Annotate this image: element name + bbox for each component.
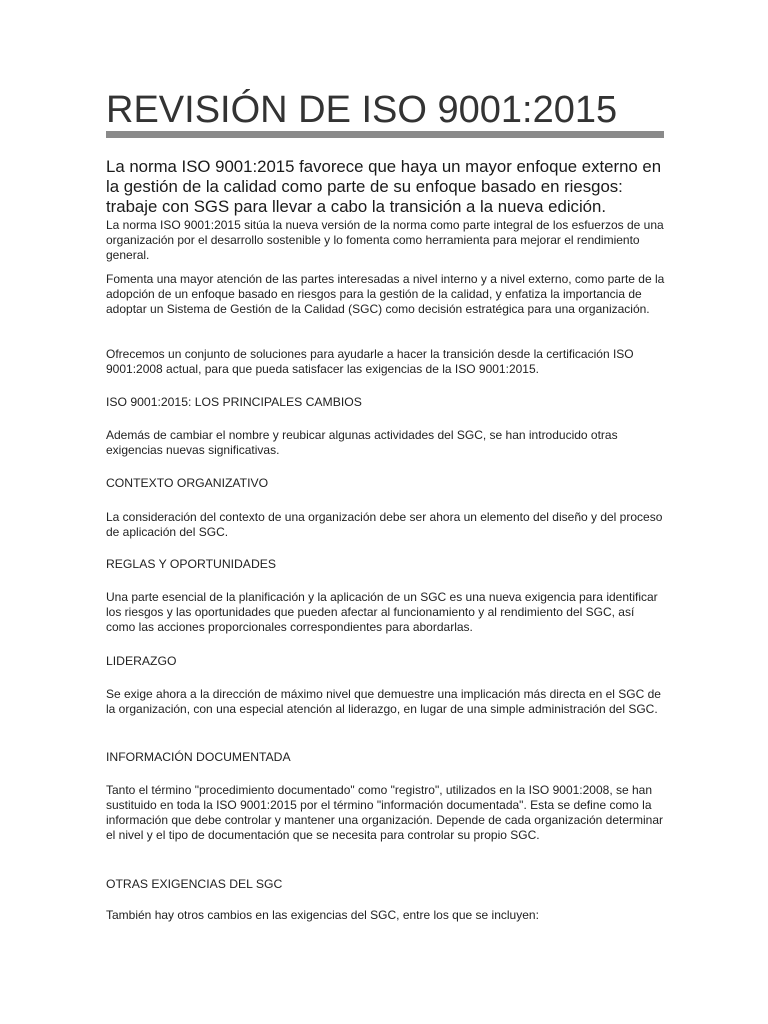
section-heading-context: CONTEXTO ORGANIZATIVO xyxy=(106,476,269,490)
document-title: REVISIÓN DE ISO 9001:2015 xyxy=(106,89,618,131)
section-heading-main-changes: ISO 9001:2015: LOS PRINCIPALES CAMBIOS xyxy=(106,395,362,409)
paragraph-2: Fomenta una mayor atención de las partes interesadas a nivel interno y a nivel externo, como parte de la adopción de un enfoque basado en riesgos para la gestión de la calidad, y enfatiza la importancia de adoptar un Sistema de Gestión de la Calidad (SGC) como decisión estratégica para una organización. xyxy=(106,272,665,316)
paragraph-7: Se exige ahora a la dirección de máximo nivel que demuestre una implicación más directa en el SGC de la organización, con una especial atención al liderazgo, en lugar de una simple administración del SGC. xyxy=(106,687,661,716)
paragraph-1: La norma ISO 9001:2015 sitúa la nueva versión de la norma como parte integral de los esfuerzos de una organización por el desarrollo sostenible y lo fomenta como herramienta para mejorar el rendimiento general. xyxy=(106,218,664,262)
paragraph-4: Además de cambiar el nombre y reubicar algunas actividades del SGC, se han introducido otras exigencias nuevas significativas. xyxy=(106,428,618,457)
section-heading-leadership: LIDERAZGO xyxy=(106,654,177,668)
section-heading-documented-info: INFORMACIÓN DOCUMENTADA xyxy=(106,750,291,764)
title-divider xyxy=(106,131,664,138)
paragraph-6: Una parte esencial de la planificación y la aplicación de un SGC es una nueva exigencia para identificar los riesgos y las oportunidades que pueden afectar al funcionamiento y al rendimiento del SGC, así como las acciones proporcionales correspondientes para abordarlas. xyxy=(106,590,658,634)
section-heading-rules: REGLAS Y OPORTUNIDADES xyxy=(106,557,276,571)
lead-paragraph: La norma ISO 9001:2015 favorece que haya un mayor enfoque externo en la gestión de la calidad como parte de su enfoque basado en riesgos: trabaje con SGS para llevar a cabo la transición a la nueva edición. xyxy=(106,157,662,216)
paragraph-9: También hay otros cambios en las exigencias del SGC, entre los que se incluyen: xyxy=(106,908,539,922)
paragraph-5: La consideración del contexto de una organización debe ser ahora un elemento del diseño y del proceso de aplicación del SGC. xyxy=(106,510,663,539)
paragraph-3: Ofrecemos un conjunto de soluciones para ayudarle a hacer la transición desde la certificación ISO 9001:2008 actual, para que pueda satisfacer las exigencias de la ISO 9001:2015. xyxy=(106,347,634,376)
paragraph-8: Tanto el término "procedimiento documentado" como "registro", utilizados en la ISO 9001:2008, se han sustituido en toda la ISO 9001:2015 por el término "información documentada". Esta se define como la información que debe controlar y mantener una organización. Depende de cada organización determinar el nivel y el tipo de documentación que se necesita para controlar su propio SGC. xyxy=(106,783,664,842)
section-heading-other-requirements: OTRAS EXIGENCIAS DEL SGC xyxy=(106,877,283,891)
